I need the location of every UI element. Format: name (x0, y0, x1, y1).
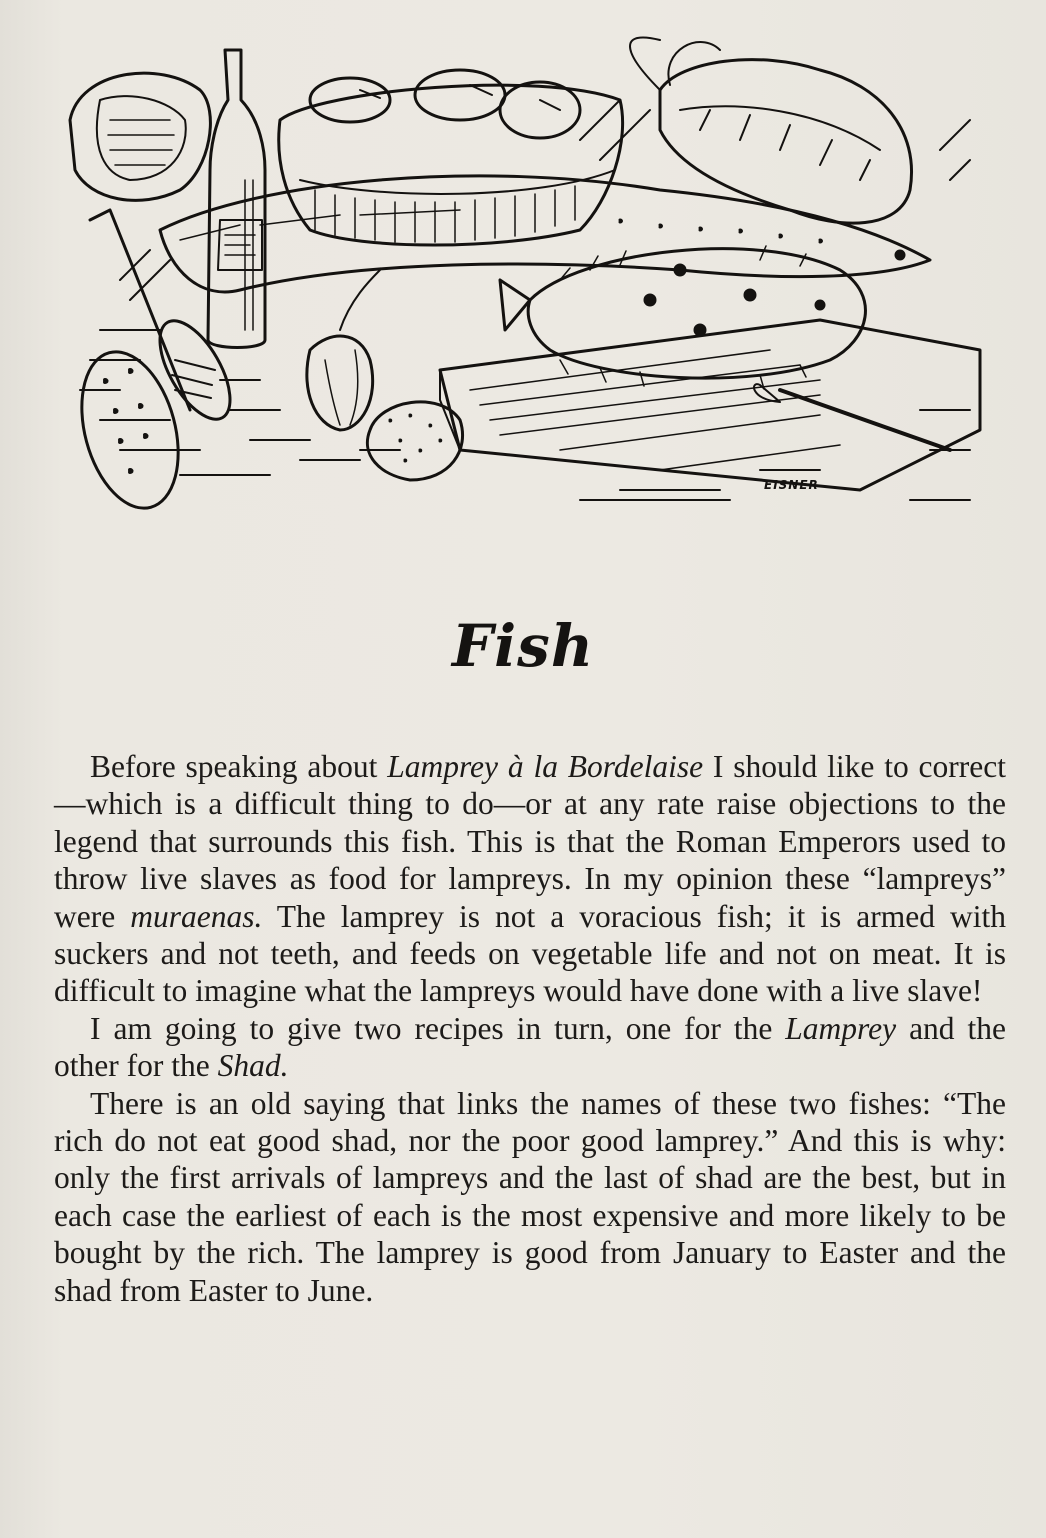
fish-still-life-illustration (60, 30, 1000, 510)
body-text (54, 748, 1006, 1309)
paragraph: There is an old saying that links the names of these two fishes: “The rich do not eat good shad, nor the poor good lamprey.” And this is why: only the first arrivals of lampreys and the last of shad are the best, but in each case the earliest of each is the most expensive and more likely to be bought by the rich. The lamprey is good from January to Easter and the shad from Easter to June. (54, 1085, 1006, 1308)
chapter-title: Fish (451, 612, 595, 680)
illustrator-signature: EISNER (764, 478, 819, 492)
paragraph: Before speaking about Lamprey à la Bordelaise I should like to correct—which is a difficult thing to do—or at any rate raise objections to the legend that surrounds this fish. This is that the Roman Emperors used to throw live slaves as food for lampreys. In my opinion these “lampreys” were muraenas. The lamprey is not a voracious fish; it is armed with suckers and not teeth, and feeds on vegetable life and not on meat. It is difficult to imagine what the lampreys would have done with a live slave! (54, 749, 1006, 1009)
paragraph: I am going to give two recipes in turn, one for the Lamprey and the other for the Shad. (54, 1010, 1006, 1084)
